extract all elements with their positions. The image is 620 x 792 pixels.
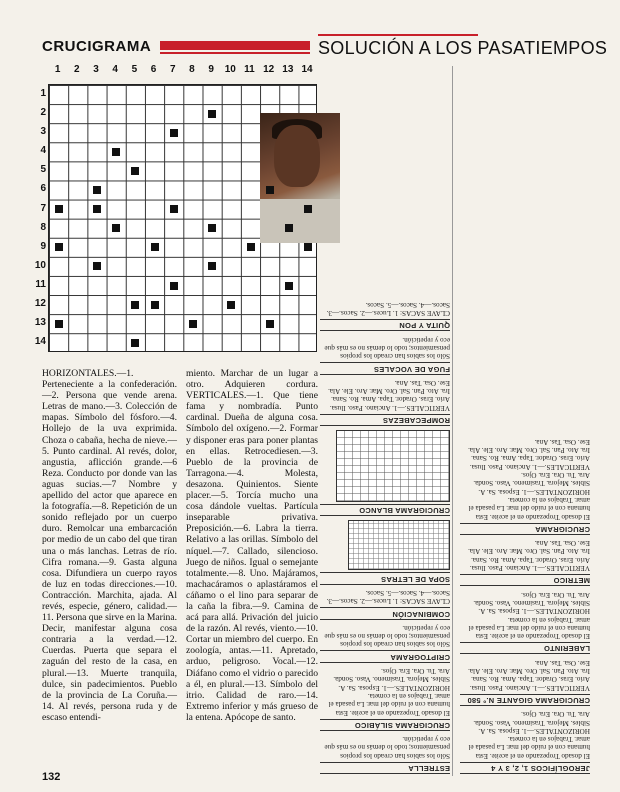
black-square	[227, 301, 235, 309]
solution-text-b: VERTICALES.—1. Anciano. Paso. Ilusa. Ario. Eras. Orador. Tapa. Ama. Ro. Sana. Ira. Ato. Pan. Sal. Oro. Mar. Aro. Ele. Ala. Ese. Osa. Tas. Ana.	[468, 658, 590, 692]
black-square	[266, 186, 274, 194]
black-square	[304, 205, 312, 213]
heading-quita-pon: QUITA Y PON	[320, 319, 450, 331]
column-number: 6	[150, 64, 157, 75]
solution-text-a4: El dosado Tropezando en el aceite. Esta humana con el ruido del mar. La pasada el amar. Trabajos en la cometa. HORIZONTALES.—1. Esposa. Sa. A. Sibles. Mejora. Trasimeno. Vaso. Sonda. Ara. Tu. Ora. Era. Ojos.	[328, 667, 450, 717]
row-number: 13	[34, 317, 46, 329]
heading-criptograma: CRIPTOGRAMA	[320, 650, 450, 662]
row-numbers	[34, 84, 48, 351]
heading-crucigrama-gigante: CRUCIGRAMA GIGANTE N.º 580	[460, 694, 590, 706]
row-number: 7	[40, 202, 46, 214]
solution-text-d: CLAVE SACAS: 1. Luces.—2. Sacos.—3. Sacos.—4. Sacos.—5. Sacos.	[326, 588, 450, 606]
vertical-clues-text: miento. Marchar de un lugar a otro. Adquieren cordura. VERTICALES.—1. Que tiene fama y nombradía. Punto cardinal. Dueña de alguna cosa. Símbolo del oxígeno.—2. Formar y disponer eras para poner plantas en ellas. Retrocediesen.—3. Pueblo de la provincia de Tarragona.—4. Molesta, desazona. Quinientos. Siente placer.—5. Torcía mucho una cosa dándole vueltas. Partícula inseparable privativa. Preposición.—6. Labra la tierra. Relativo a las orillas. Símbolo del níquel.—7. Callado, silencioso. Juego de niños. Igual o semejante totalmente.—8. Uno. Majáramos, machacáramos o aplastáramos el cáñamo o el lino para separar de la caña la fibra.—9. Camina de acá para allá. Privación del juicio de la razón. Al revés, viento.—10. Cortar un miembro del cuerpo. En zoología, antas.—11. Apretado, arduo, peligroso. Vocal.—12. Diáfano como el vidrio o parecido a él, en plural.—13. Símbolo del itrio. Calidad de raro.—14. Extremo inferior y más grueso de la entena. Apócope de santo.	[186, 368, 318, 723]
black-square	[247, 243, 255, 251]
row-number: 14	[34, 336, 46, 348]
crossword-title: CRUCIGRAMA	[42, 38, 152, 55]
black-square	[55, 320, 63, 328]
black-square	[131, 167, 139, 175]
solutions-col-b	[320, 301, 450, 775]
black-square	[112, 224, 120, 232]
heading-combinacion: COMBINACIÓN	[320, 607, 450, 619]
heading-metrico: METRICO	[460, 574, 590, 586]
column-number: 12	[263, 64, 275, 75]
black-square	[189, 320, 197, 328]
solution-text-c2: Sólo los sabios han creado los propios pensamientos; todo lo demás no es más que eco y repetición.	[324, 623, 450, 649]
solution-text-d2: CLAVE SACAS: 1. Luces.—2. Sacos.—3. Sacos.—4. Sacos.—5. Sacos.	[326, 300, 450, 318]
solution-text-c: Sólo los sabios han creado los propios pensamientos; todo lo demás no es más que eco y repetición.	[324, 735, 450, 760]
column-number: 9	[208, 64, 214, 75]
blanco-grid	[336, 430, 450, 502]
column-number: 11	[244, 64, 255, 75]
black-square	[93, 205, 101, 213]
page-number: 132	[42, 771, 61, 783]
column-number: 10	[224, 64, 236, 75]
heading-blanco: CRUCIGRAMA BLANCO	[320, 504, 450, 516]
crossword-puzzle	[34, 64, 318, 364]
row-number: 10	[34, 259, 46, 271]
heading-sopa: SOPA DE LETRAS	[320, 572, 450, 584]
row-number: 2	[40, 107, 46, 119]
solution-text-a2: El dosado Tropezando en el aceite. Esta humana con el ruido del mar. La pasada el amar. Trabajos en la cometa. HORIZONTALES.—1. Esposa. Sa. A. Sibles. Mejora. Trasimeno. Vaso. Sonda. Ara. Tu. Ora. Era. Ojos.	[468, 590, 590, 641]
black-square	[170, 282, 178, 290]
black-square	[208, 110, 216, 118]
solutions-red-bar	[318, 34, 478, 36]
row-number: 5	[40, 164, 46, 176]
row-number: 8	[40, 221, 46, 233]
rotated-solutions	[318, 66, 590, 774]
column-number: 14	[301, 64, 313, 75]
crossword-header	[42, 38, 310, 56]
horizontal-clues-text: HORIZONTALES.—1. Perteneciente a la confederación.—2. Persona que vende arena. Letras de mano.—3. Colección de mapas. Símbolo del fósforo.—4. Hollejo de la uva exprimida. Choza o cabaña, hecha de nieve.—5. Punto cardinal. Al revés, dolor, angustia, aflicción grande.—6 Reza. Conducto por donde van las aguas sucias.—7 Nombre y apellido del actor que aparece en la fotografía.—8. Repetición de un sonido reflejado por un cuerpo duro. Remolcar una embarcación por medio de un cabo del que tiran una o más lanchas. Letras de río. Cifra romana.—9. Gasta alguna cosa. Difundiera un cuerpo rayos de luz en todas direcciones.—10. Contracción. Marchita, ajada. Al revés, especie, género, calidad.—11. Persona que sirve en la Marina. Decir, manifestar alguna cosa contraria a la verdad.—12. Cuerdas. Puerta que separa el zaguán del resto de la casa, en plural.—13. Muerte tranquila, dulce, sin padecimientos. Pueblo de la provincia de La Coruña.—14. Al revés, persona ruda y de escaso entendi-	[42, 368, 177, 723]
column-number: 2	[74, 64, 80, 75]
black-square	[55, 205, 63, 213]
row-number: 11	[35, 278, 46, 290]
row-number: 12	[34, 298, 46, 310]
black-square	[93, 262, 101, 270]
solutions-upside-down	[318, 66, 590, 774]
solution-text-b3: VERTICALES.—1. Anciano. Paso. Ilusa. Ario. Eras. Orador. Tapa. Ama. Ro. Sana. Ira. Ato. Pan. Sal. Oro. Mar. Aro. Ele. Ala. Ese. Osa. Tas. Ana.	[468, 437, 590, 471]
black-square	[304, 243, 312, 251]
row-number: 9	[40, 240, 46, 252]
black-square	[112, 148, 120, 156]
column-number: 5	[131, 64, 138, 75]
heading-estrella: ESTRELLA	[320, 762, 450, 774]
black-square	[151, 301, 159, 309]
column-number: 7	[169, 64, 176, 75]
column-numbers	[48, 64, 318, 80]
black-square	[93, 186, 101, 194]
row-number: 1	[40, 88, 46, 99]
solutions-header	[318, 38, 608, 60]
solution-text-b4: VERTICALES.—1. Anciano. Paso. Ilusa. Ario. Eras. Orador. Tapa. Ama. Ro. Sana. Ira. Ato. Pan. Sal. Oro. Mar. Aro. Ele. Ala. Ese. Osa. Tas. Ana.	[328, 378, 450, 412]
heading-rompecabezas: ROMPECABEZAS	[320, 414, 450, 426]
black-square	[208, 224, 216, 232]
solution-text-c3: Sólo los sabios han creado los propios pensamientos; todo lo demás no es más que eco y repetición.	[324, 335, 450, 361]
black-square	[266, 320, 274, 328]
row-number: 6	[40, 183, 46, 195]
column-number: 4	[112, 64, 118, 75]
black-square	[131, 301, 139, 309]
column-number: 1	[54, 64, 61, 75]
solution-text-a3: El dosado Tropezando en el aceite. Esta humana con el ruido del mar. La pasada el amar. Trabajos en la cometa. HORIZONTALES.—1. Esposa. Sa. A. Sibles. Mejora. Trasimeno. Vaso. Sonda. Ara. Tu. Ora. Era. Ojos.	[468, 471, 590, 521]
photo-face	[274, 125, 320, 187]
solutions-col-a	[460, 438, 590, 774]
black-square	[285, 224, 293, 232]
black-square	[151, 243, 159, 251]
solutions-title: SOLUCIÓN A LOS PASATIEMPOS	[318, 38, 608, 58]
solution-text-a: El dosado Tropezando en el aceite. Esta humana con el ruido del mar. La pasada el amar. Trabajos en la cometa. HORIZONTALES.—1. Esposa. Sa. A. Sibles. Mejora. Trasimeno. Vaso. Sonda. Ara. Tu. Ora. Era. Ojos.	[468, 710, 590, 760]
title-red-underline	[160, 52, 310, 54]
heading-fuga: FUGA DE VOCALES	[320, 362, 450, 374]
black-square	[55, 243, 63, 251]
row-number: 4	[40, 145, 46, 157]
heading-jeroglificos: JEROGLÍFICOS 1, 2, 3 Y 4	[460, 762, 590, 774]
column-number: 8	[189, 64, 195, 75]
black-square	[170, 129, 178, 137]
black-square	[131, 339, 139, 347]
row-number: 3	[40, 126, 46, 138]
column-number: 3	[93, 64, 99, 75]
black-square	[285, 282, 293, 290]
black-square	[208, 262, 216, 270]
title-red-bar	[160, 41, 310, 50]
heading-laberinto: LABERINTO	[460, 642, 590, 654]
column-number: 13	[282, 64, 294, 75]
heading-crucigrama: CRUCIGRAMA	[460, 523, 590, 535]
black-square	[170, 205, 178, 213]
crossword-grid	[48, 84, 317, 352]
solutions-column	[318, 66, 590, 774]
sopa-grid	[348, 520, 450, 570]
heading-silabico: CRUCIGRAMA SILÁBICO	[320, 719, 450, 731]
solution-text-b2: VERTICALES.—1. Anciano. Paso. Ilusa. Ario. Eras. Orador. Tapa. Ama. Ro. Sana. Ira. Ato. Pan. Sal. Oro. Mar. Aro. Ele. Ala. Ese. Osa. Tas. Ana.	[468, 539, 590, 573]
